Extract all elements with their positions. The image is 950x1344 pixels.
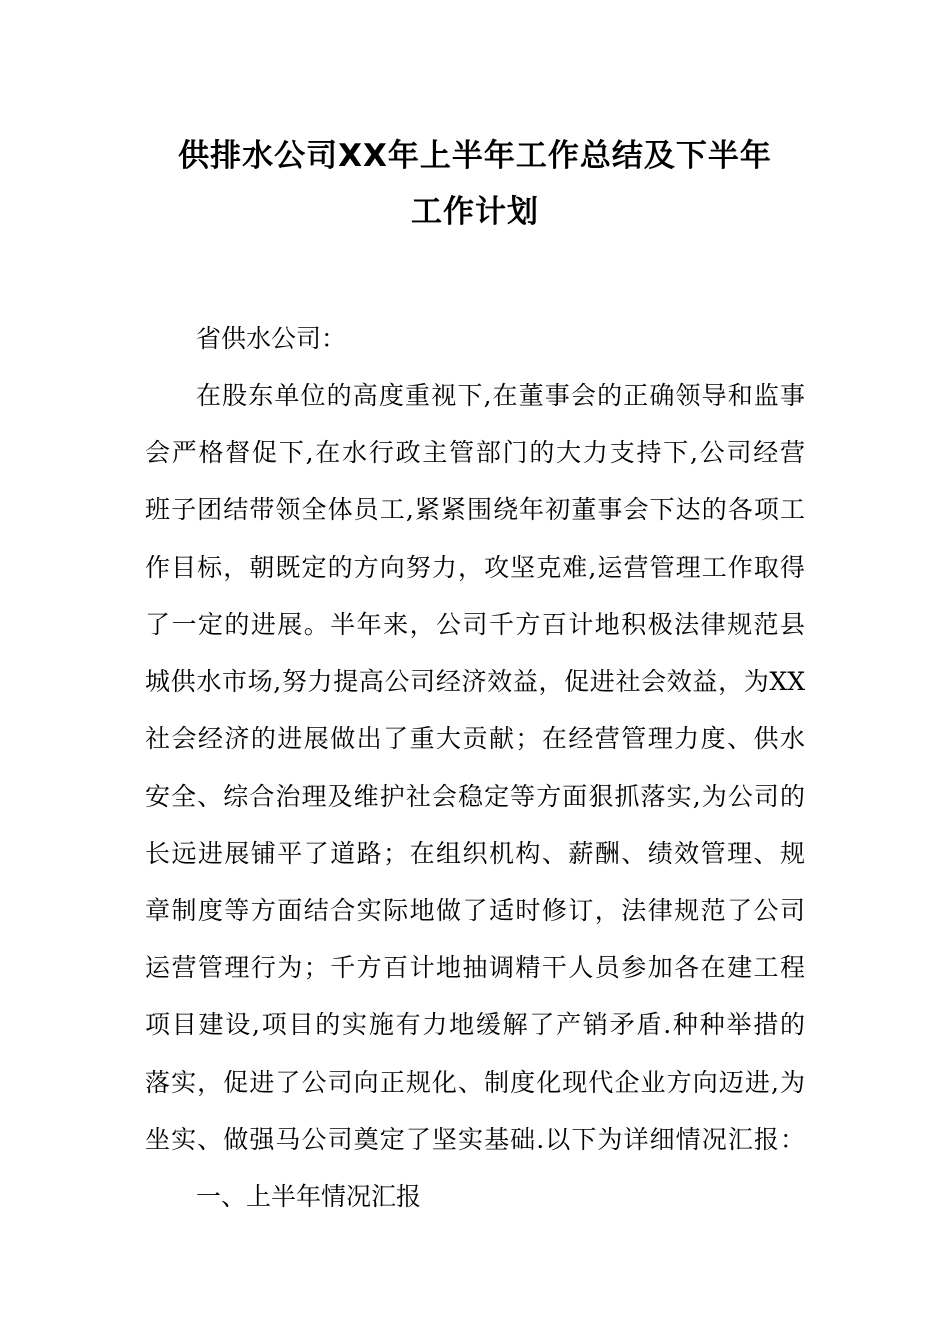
paragraph-line: 长远进展铺平了道路；在组织机构、薪酬、绩效管理、规 [145,839,805,868]
paragraph-line: 作目标，朝既定的方向努力，攻坚克难,运营管理工作取得 [145,553,805,582]
paragraph-line: 会严格督促下,在水行政主管部门的大力支持下,公司经营 [145,438,805,467]
paragraph-line: 社会经济的进展做出了重大贡献；在经营管理力度、供水 [145,724,805,753]
paragraph-line: 了一定的进展。半年来，公司千方百计地积极法律规范县 [145,610,805,639]
paragraph-line: 在股东单位的高度重视下,在董事会的正确领导和监事 [196,381,805,410]
paragraph-line: 班子团结带领全体员工,紧紧围绕年初董事会下达的各项工 [145,495,805,524]
paragraph-line: 城供水市场,努力提高公司经济效益，促进社会效益，为XX [145,667,805,696]
paragraph-line: 坐实、做强马公司奠定了坚实基础.以下为详细情况汇报： [145,1125,805,1154]
paragraph-line: 项目建设,项目的实施有力地缓解了产销矛盾.种种举措的 [145,1010,805,1039]
document-title-line-2: 工作计划 [411,194,539,230]
document-title-line-1: 供排水公司XX年上半年工作总结及下半年 [178,138,772,174]
paragraph-line: 安全、综合治理及维护社会稳定等方面狠抓落实,为公司的 [145,782,805,811]
paragraph-line: 落实，促进了公司向正规化、制度化现代企业方向迈进,为 [145,1068,805,1097]
salutation: 省供水公司： [196,324,347,353]
section-heading: 一、上半年情况汇报 [196,1182,422,1211]
paragraph-line: 运营管理行为；千方百计地抽调精干人员参加各在建工程 [145,953,805,982]
paragraph-line: 章制度等方面结合实际地做了适时修订，法律规范了公司 [145,896,805,925]
